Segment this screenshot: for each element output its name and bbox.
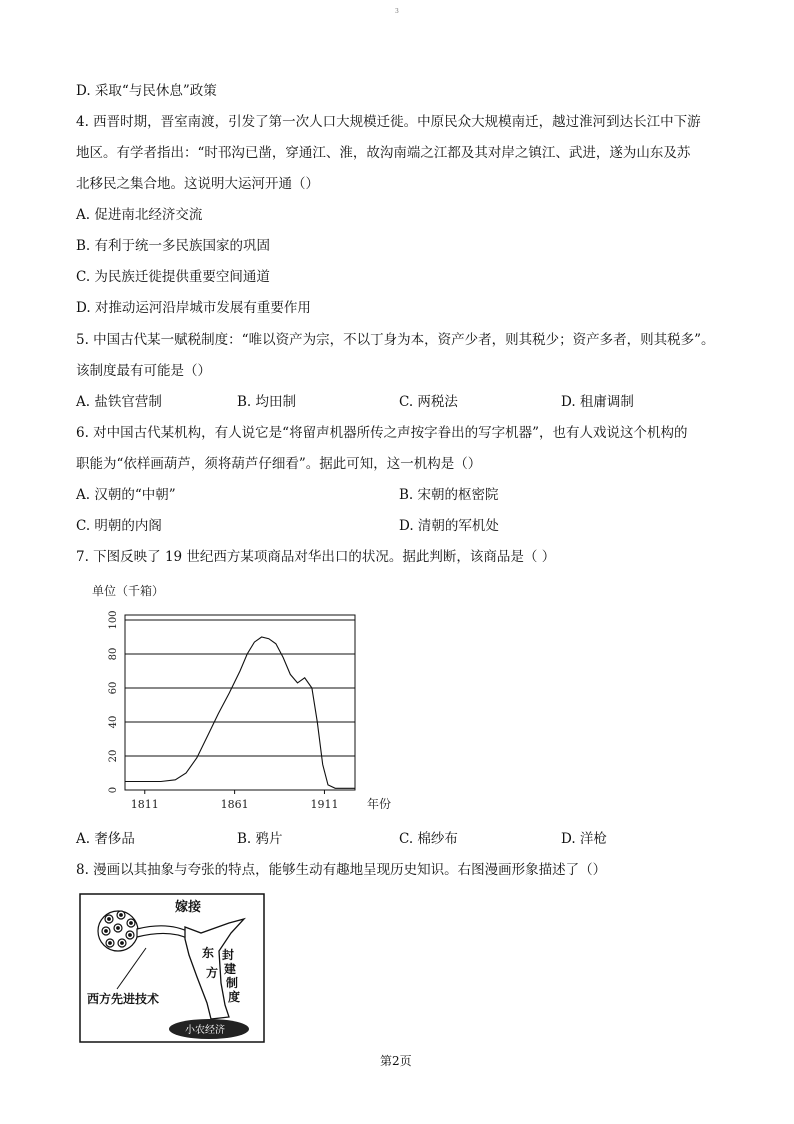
chart-gridlines [125,620,355,756]
y-tick-label-80: 80 [108,647,119,661]
q4-option-c: C. 为民族迁徙提供重要空间通道 [76,269,270,285]
y-tick-label-0: 0 [108,786,119,794]
q4-stem-line-2: 地区。有学者指出：“时邗沟已凿，穿通江、淮，故沟南端之江都及其对岸之镇江、武进，遂为山东及苏 [76,145,691,161]
y-tick-label-20: 20 [108,749,119,763]
q4-option-a: A. 促进南北经济交流 [76,207,203,223]
top-page-number: 3 [395,8,399,15]
q8-cartoon [79,893,265,1043]
q4-option-b: B. 有利于统一多民族国家的巩固 [76,238,271,254]
q5-option-d: D. 租庸调制 [561,394,634,410]
q4-stem-line-1: 4. 西晋时期，晋室南渡，引发了第一次人口大规模迁徙。中原民众大规模南迁，越过淮河到达长江中下游 [76,114,701,130]
tree-label-feudal-1: 封 [222,948,235,962]
chart-unit-label: 单位（千箱） [92,584,165,598]
q5-option-b: B. 均田制 [237,394,297,410]
tree-label-feudal-4: 度 [228,990,241,1004]
q6-option-a: A. 汉朝的“中朝” [76,487,176,503]
q8-stem: 8. 漫画以其抽象与夸张的特点，能够生动有趣地呈现历史知识。右图漫画形象描述了（） [76,862,607,878]
export-volume-curve [125,637,355,788]
chart-plot-frame [125,615,355,790]
x-tick-label-1911: 1911 [310,798,339,811]
western-tech-label: 西方先进技术 [87,992,160,1006]
q7-option-d: D. 洋枪 [561,831,607,847]
chart-y-ticks [108,610,119,793]
q5-stem-line-2: 该制度最有可能是（） [76,363,211,379]
q7-option-a: A. 奢侈品 [76,831,135,847]
q6-stem-line-1: 6. 对中国古代某机构，有人说它是“将留声机器所传之声按字眷出的写字机器”，也有人戏说这个机构的 [76,425,688,441]
q7-stem: 7. 下图反映了 19 世纪西方某项商品对华出口的状况。据此判断，该商品是（ ） [76,549,556,565]
q5-option-a: A. 盐铁官营制 [76,394,162,410]
q7-option-b: B. 鸦片 [237,831,283,847]
chart-x-axis-label: 年份 [367,797,392,811]
graft-label: 嫁接 [175,900,202,915]
q6-stem-line-2: 职能为“依样画葫芦，须将葫芦仔细看”。据此可知，这一机构是（） [76,456,482,472]
x-tick-label-1811: 1811 [130,798,159,811]
y-tick-label-60: 60 [108,681,119,695]
q6-option-b: B. 宋朝的枢密院 [399,487,499,503]
q5-stem-line-1: 5. 中国古代某一赋税制度：“唯以资产为宗，不以丁身为本，资产少者，则其税少；资产多者，则其税多”。 [76,332,715,348]
q3-option-d: D. 采取“与民休息”政策 [76,83,217,99]
q4-option-d: D. 对推动运河沿岸城市发展有重要作用 [76,300,311,316]
tree-label-feudal-3: 制 [226,976,239,990]
q4-stem-line-3: 北移民之集合地。这说明大运河开通（） [76,176,319,192]
chart-x-ticks [131,790,339,811]
y-tick-label-100: 100 [108,610,119,630]
q5-option-c: C. 两税法 [399,394,458,410]
export-chart [70,575,430,825]
flower-icon [98,911,138,951]
page-footer: 第2页 [380,1054,412,1068]
x-tick-label-1861: 1861 [220,798,249,811]
tree-label-east-2: 方 [206,966,219,980]
q7-option-c: C. 棉纱布 [399,831,458,847]
small-peasant-economy-label: 小农经济 [185,1025,225,1036]
q6-option-c: C. 明朝的内阁 [76,518,162,534]
tree-label-east-1: 东 [202,946,215,960]
tree-label-feudal-2: 建 [224,962,237,976]
q6-option-d: D. 清朝的军机处 [399,518,499,534]
y-tick-label-40: 40 [108,715,119,729]
